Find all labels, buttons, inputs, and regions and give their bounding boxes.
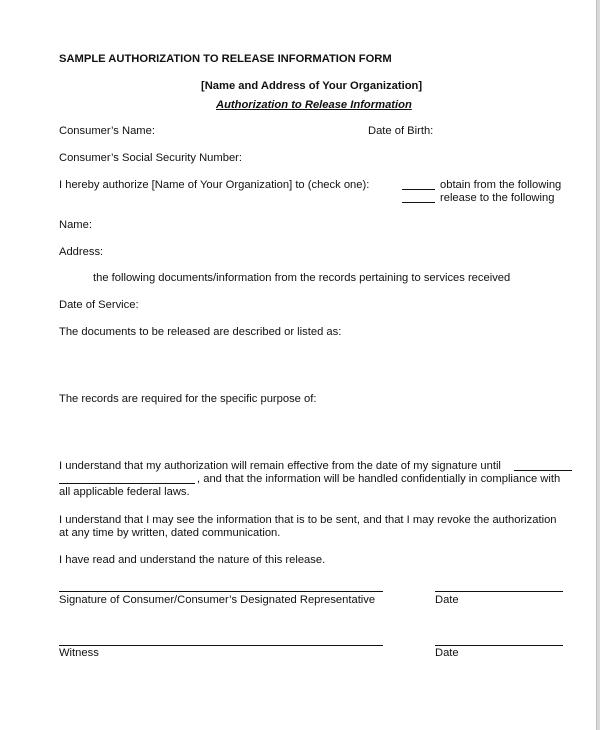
revocation-text-line-1: I understand that I may see the information that is to be sent, and that I may revoke the authorization bbox=[59, 514, 557, 526]
address-label: Address: bbox=[59, 246, 104, 258]
signature-line[interactable] bbox=[59, 591, 383, 592]
witness-date-line[interactable] bbox=[435, 645, 563, 646]
documents-described-label: The documents to be released are described or listed as: bbox=[59, 326, 342, 338]
option-obtain-label: obtain from the following bbox=[440, 179, 562, 191]
signature-date-label: Date bbox=[435, 594, 459, 606]
documents-statement: the following documents/information from the records pertaining to services received bbox=[93, 272, 511, 284]
purpose-label: The records are required for the specific purpose of: bbox=[59, 393, 317, 405]
authorization-duration-text-line-3: all applicable federal laws. bbox=[59, 486, 190, 498]
date-of-birth-label: Date of Birth: bbox=[368, 125, 434, 137]
expiry-date-line[interactable] bbox=[514, 470, 572, 471]
name-label: Name: bbox=[59, 219, 92, 231]
read-statement: I have read and understand the nature of this release. bbox=[59, 554, 326, 566]
date-of-service-label: Date of Service: bbox=[59, 299, 139, 311]
authorization-duration-text-line-2: , and that the information will be handled confidentially in compliance with bbox=[197, 473, 561, 485]
consumer-name-label: Consumer’s Name: bbox=[59, 125, 155, 137]
signature-date-line[interactable] bbox=[435, 591, 563, 592]
signature-label: Signature of Consumer/Consumer’s Designated Representative bbox=[59, 594, 376, 606]
form-title: SAMPLE AUTHORIZATION TO RELEASE INFORMATION FORM bbox=[59, 53, 392, 65]
organization-header: [Name and Address of Your Organization] bbox=[201, 80, 423, 92]
authorization-duration-text-line-1: I understand that my authorization will remain effective from the date of my signature until bbox=[59, 460, 501, 472]
form-subtitle: Authorization to Release Information bbox=[216, 99, 412, 111]
expiry-event-line[interactable] bbox=[59, 483, 195, 484]
option-release-label: release to the following bbox=[440, 192, 555, 204]
authorize-statement: I hereby authorize [Name of Your Organization] to (check one): bbox=[59, 179, 370, 191]
release-checkbox-line[interactable] bbox=[402, 202, 435, 203]
witness-line[interactable] bbox=[59, 645, 383, 646]
ssn-label: Consumer’s Social Security Number: bbox=[59, 152, 243, 164]
obtain-checkbox-line[interactable] bbox=[402, 189, 435, 190]
witness-label: Witness bbox=[59, 647, 99, 659]
witness-date-label: Date bbox=[435, 647, 459, 659]
revocation-text-line-2: at any time by written, dated communication. bbox=[59, 527, 281, 539]
